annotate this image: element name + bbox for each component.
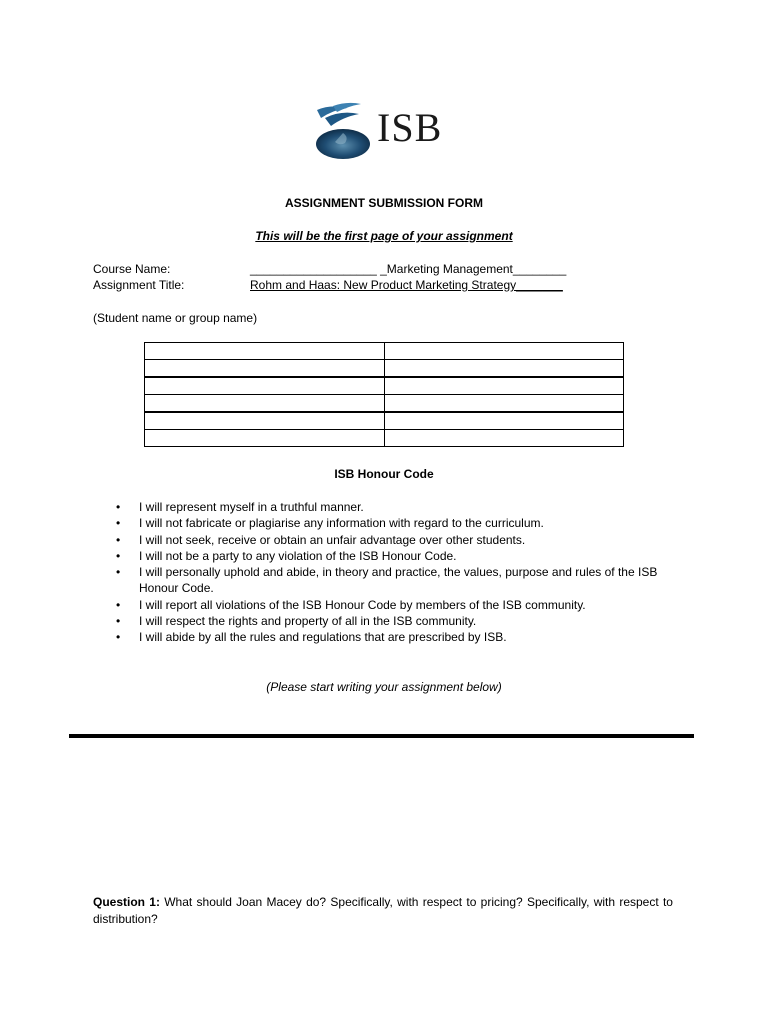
logo-wordmark: ISB [377,105,443,150]
student-name-label: (Student name or group name) [93,311,258,325]
list-item: • I will represent myself in a truthful manner. [116,499,676,515]
list-item: • I will not be a party to any violation of the ISB Honour Code. [116,548,676,564]
table-row [145,395,624,413]
start-writing-instruction: (Please start writing your assignment below) [266,680,502,694]
table-cell[interactable] [145,412,385,430]
course-name-value: ___________________ _Marketing Management________ [250,262,567,276]
honour-code-title: ISB Honour Code [334,467,434,481]
list-item: • I will not seek, receive or obtain an unfair advantage over other students. [116,532,676,548]
table-cell[interactable] [384,430,624,447]
table-cell[interactable] [145,430,385,447]
list-item: • I will respect the rights and property of all in the ISB community. [116,613,676,629]
course-name-label: Course Name: [93,262,171,276]
table-row [145,412,624,430]
section-divider [69,734,694,738]
assignment-title-label: Assignment Title: [93,278,185,292]
table-cell[interactable] [145,377,385,395]
table-cell[interactable] [384,395,624,413]
table-cell[interactable] [145,360,385,378]
table-cell[interactable] [145,395,385,413]
assignment-title-value: Rohm and Haas: New Product Marketing Strategy_______ [250,278,563,292]
table-row [145,377,624,395]
list-item: • I will abide by all the rules and regulations that are prescribed by ISB. [116,629,676,645]
table-row [145,360,624,378]
isb-logo [295,88,455,164]
table-cell[interactable] [384,412,624,430]
question-label: Question 1: [93,895,160,909]
table-cell[interactable] [145,343,385,360]
table-cell[interactable] [384,360,624,378]
first-page-note: This will be the first page of your assignment [255,229,513,243]
student-names-table [144,342,624,447]
honour-code-list [116,499,676,646]
table-row [145,430,624,447]
form-title: ASSIGNMENT SUBMISSION FORM [284,196,483,210]
table-cell[interactable] [384,377,624,395]
list-item: • I will report all violations of the ISB Honour Code by members of the ISB community. [116,597,676,613]
question-1 [93,894,673,928]
list-item: • I will personally uphold and abide, in theory and practice, the values, purpose and rules of the ISB Honour Code. [116,564,676,597]
list-item: • I will not fabricate or plagiarise any information with regard to the curriculum. [116,515,676,531]
question-text: What should Joan Macey do? Specifically, with respect to pricing? Specifically, with respect to distribution? [93,895,673,926]
table-cell[interactable] [384,343,624,360]
bird-globe-icon [295,88,375,164]
table-row [145,343,624,360]
